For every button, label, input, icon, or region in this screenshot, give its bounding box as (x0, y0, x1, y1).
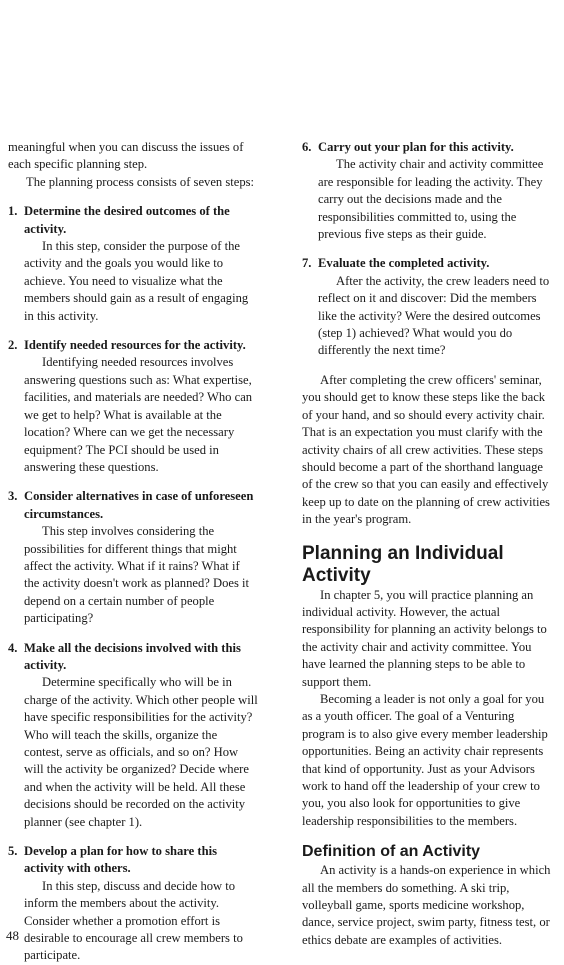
step-number: 4. (8, 640, 18, 655)
left-column (8, 139, 258, 965)
step-body: Identifying needed resources involves answering questions such as: What expertise, facilities, and materials are needed? Who can we get to help? What is available at the location? Where can we get the necessary equipment? The PCI should be used in answering these questions. (24, 355, 253, 474)
step-5 (8, 843, 258, 965)
summary-paragraph: After completing the crew officers' seminar, you should get to know these steps like the back of your hand, and so should every activity chair. That is an expectation you must clarify with the activity chairs of all crew activities. These steps should become a part of the shorthand language of the crew so that you can easily and effectively keep up to date on the planning of crew activities in the year's program. (302, 372, 550, 527)
step-body: After the activity, the crew leaders need to reflect on it and discover: Did the members like the activity? Were the desired outcomes (step 1) achieved? What would you do differently the next time? (318, 273, 550, 358)
step-4 (8, 640, 258, 831)
step-title: Consider alternatives in case of unforeseen circumstances. (24, 489, 254, 521)
step-list-right (302, 139, 552, 360)
step-title: Determine the desired outcomes of the activity. (24, 204, 230, 236)
step-number: 1. (8, 204, 18, 219)
step-title: Carry out your plan for this activity. (318, 140, 514, 154)
step-body: In this step, discuss and decide how to inform the members about the activity. Consider whether a promotion effort is desirable to encourage all crew members to participate. (24, 878, 243, 963)
right-column (302, 139, 552, 949)
step-6 (302, 139, 552, 243)
step-list-left (8, 203, 258, 965)
step-title: Develop a plan for how to share this activity with others. (24, 844, 218, 876)
step-1 (8, 203, 258, 325)
step-body: Determine specifically who will be in charge of the activity. Which other people will have specific responsibilities for the activity? Who will teach the skills, organize the contest, serve as officials, and so on? How will the activity be organized? Decide where and when the activity will be held. All these decisions should be recorded on the activity planner (see chapter 1). (24, 675, 258, 829)
subsection-paragraph: An activity is a hands-on experience in which all the members do something. A ski trip, volleyball game, sports medicine workshop, dance, service project, swim party, fitness test, or ethics debate are examples of activities. (302, 863, 551, 947)
page-number: 48 (6, 928, 19, 943)
subsection-heading: Definition of an Activity (302, 843, 481, 861)
step-number: 6. (302, 140, 312, 154)
step-2 (8, 337, 258, 476)
step-number: 2. (8, 338, 18, 353)
steps-intro: The planning process consists of seven steps: (26, 174, 255, 189)
step-title: Identify needed resources for the activity. (24, 338, 246, 353)
section-paragraph-1: In chapter 5, you will practice planning an individual activity. However, the actual responsibility for planning an activity belongs to the activity chair and activity committee. You have learned the planning steps to be able to support them. (302, 587, 547, 689)
step-number: 5. (8, 844, 18, 859)
section-paragraph-2: Becoming a leader is not only a goal for you as a youth officer. The goal of a Venturing program is to also give every member leadership opportunities. Being an activity chair represents that kind of opportunity. Just as your Advisors work to hand off the leadership of your crew to you, you also look for opportunities to give leadership responsibilities to the members. (302, 691, 548, 828)
step-7 (302, 255, 552, 359)
step-3 (8, 488, 258, 627)
step-body: This step involves considering the possibilities for different things that might affect the activity. What if it rains? What if the activity doesn't work as planned? Does it depend on a certain number of people participating? (24, 524, 250, 626)
intro-paragraph: meaningful when you can discuss the issues of each specific planning step. (8, 140, 244, 172)
step-body: In this step, consider the purpose of the activity and the goals you would like to achieve. You need to visualize what the members should gain as a result of engaging in this activity. (24, 239, 249, 323)
step-number: 3. (8, 489, 18, 504)
section-heading: Planning an Individual Activity (302, 542, 504, 586)
step-number: 7. (302, 256, 312, 271)
step-title: Evaluate the completed activity. (318, 256, 490, 271)
step-body: The activity chair and activity committee are responsible for leading the activity. They carry out the decisions made and the responsibilities committed to, using the previous five steps as their guide. (318, 157, 544, 242)
step-title: Make all the decisions involved with this activity. (24, 640, 241, 672)
